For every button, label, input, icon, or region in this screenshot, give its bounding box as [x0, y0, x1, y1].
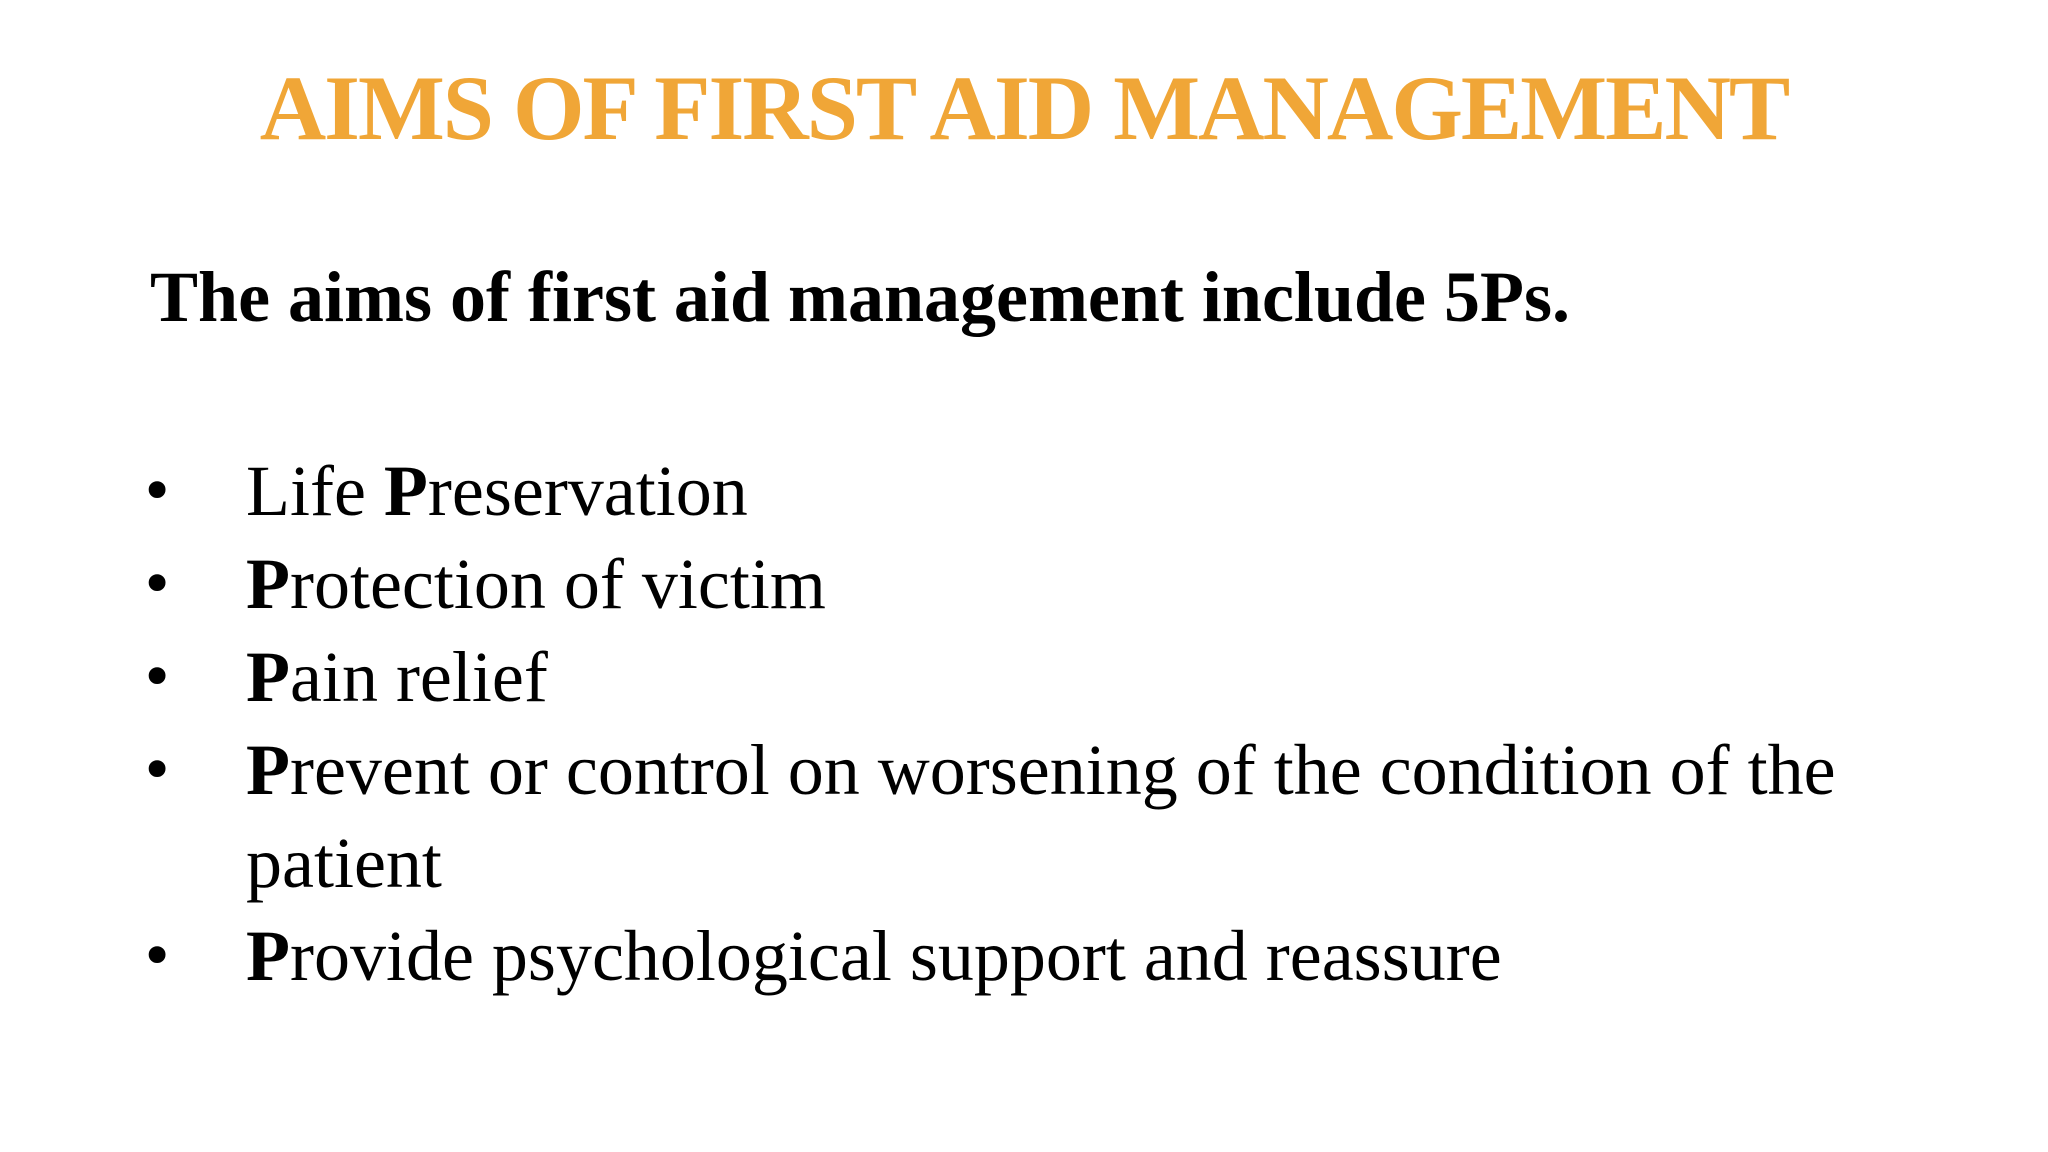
list-item — [140, 910, 1940, 1003]
bullet-icon: • — [140, 457, 175, 525]
list-item-initial: P — [246, 637, 290, 717]
list-item — [140, 724, 1940, 910]
list-item-prefix: Life — [246, 451, 384, 531]
list-item — [140, 445, 1940, 538]
list-item-rest: rotection of victim — [289, 544, 826, 624]
intro-text: The aims of first aid management include 5Ps. — [150, 257, 1570, 337]
list-item-text — [246, 451, 748, 531]
list-item-initial: P — [383, 451, 428, 531]
bullet-icon: • — [140, 643, 175, 711]
bullet-icon: • — [140, 736, 175, 804]
slide-title: AIMS OF FIRST AID MANAGEMENT — [259, 57, 1789, 159]
list-item-text — [246, 637, 548, 717]
list-item-rest: rovide psychological support and reassure — [289, 916, 1502, 996]
list-item-initial: P — [246, 916, 290, 996]
aims-list — [140, 445, 1940, 1003]
bullet-icon: • — [140, 550, 175, 618]
list-item — [140, 631, 1940, 724]
list-item-rest: reservation — [427, 451, 748, 531]
list-item-text — [246, 916, 1502, 996]
list-item-rest: ain relief — [289, 637, 548, 717]
list-item-text — [246, 730, 1836, 903]
bullet-icon: • — [140, 922, 175, 990]
list-item-rest: revent or control on worsening of the condition of the patient — [246, 730, 1836, 903]
list-item — [140, 538, 1940, 631]
list-item-text — [246, 544, 826, 624]
list-item-initial: P — [246, 730, 290, 810]
list-item-initial: P — [246, 544, 290, 624]
